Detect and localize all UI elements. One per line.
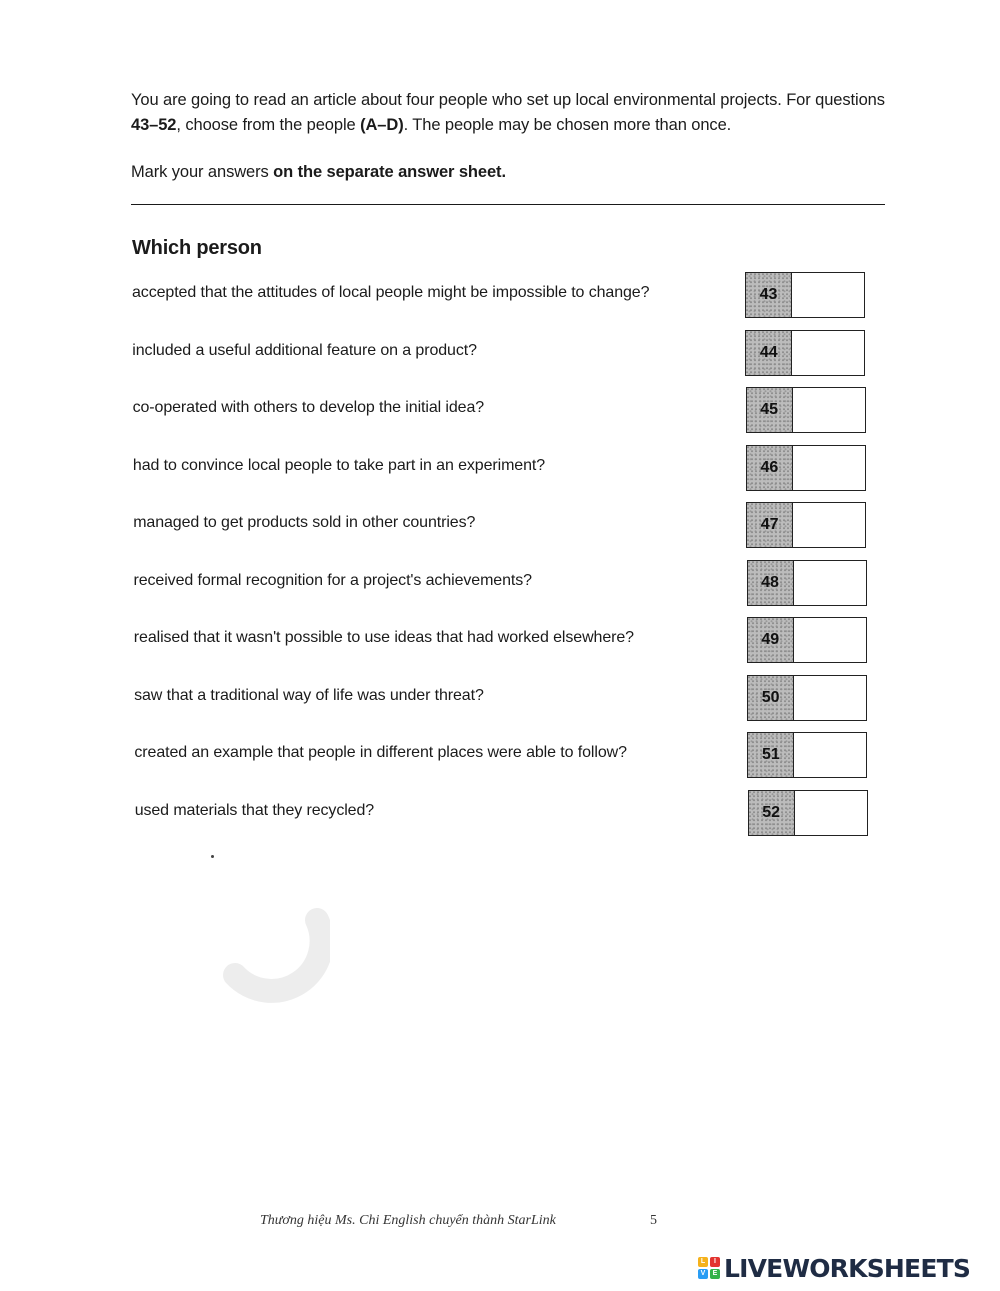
logo-letter: V — [698, 1269, 708, 1279]
liveworksheets-icon — [698, 1257, 720, 1279]
section-heading: Which person — [132, 237, 262, 259]
question-number: 51 — [748, 733, 794, 777]
question-row — [132, 272, 872, 318]
logo-text: LIVEWORKSHEETS — [724, 1253, 971, 1283]
question-text: realised that it wasn't possible to use ideas that had worked elsewhere? — [133, 629, 634, 646]
logo-letter: I — [710, 1257, 720, 1267]
answer-field[interactable] — [795, 791, 867, 835]
question-number: 44 — [746, 331, 792, 375]
question-row — [133, 445, 873, 491]
answer-field[interactable] — [794, 561, 866, 605]
answer-box — [746, 445, 866, 491]
question-row — [135, 790, 875, 836]
question-row — [133, 387, 873, 433]
answer-field[interactable] — [794, 733, 866, 777]
question-row — [132, 330, 872, 376]
answer-field[interactable] — [794, 618, 866, 662]
answer-box — [748, 790, 868, 836]
logo-letter: E — [710, 1269, 720, 1279]
question-row — [134, 617, 874, 663]
question-text: included a useful additional feature on a product? — [132, 341, 477, 359]
question-text: received formal recognition for a project's achievements? — [133, 571, 532, 589]
question-text: created an example that people in different places were able to follow? — [134, 744, 627, 761]
stray-mark — [211, 855, 214, 858]
answer-field[interactable] — [793, 446, 865, 490]
answer-box — [747, 732, 867, 778]
answer-field[interactable] — [792, 273, 864, 317]
answer-field[interactable] — [793, 503, 865, 547]
question-text: saw that a traditional way of life was under threat? — [134, 686, 484, 704]
page-number: 5 — [650, 1213, 657, 1228]
divider — [131, 204, 885, 205]
question-number: 46 — [747, 446, 793, 490]
question-text: had to convince local people to take part in an experiment? — [132, 456, 546, 474]
answer-box — [747, 675, 867, 721]
answer-box — [747, 560, 867, 606]
answer-box — [745, 272, 865, 318]
question-row — [133, 502, 873, 548]
question-number: 49 — [748, 618, 794, 662]
question-number: 47 — [747, 503, 793, 547]
answer-field[interactable] — [793, 388, 865, 432]
question-row — [134, 732, 874, 778]
question-row — [134, 560, 874, 606]
question-number: 50 — [748, 676, 794, 720]
logo-letter: L — [698, 1257, 708, 1267]
answer-field[interactable] — [794, 676, 866, 720]
question-number: 48 — [748, 561, 794, 605]
liveworksheets-logo[interactable] — [698, 1253, 970, 1283]
question-number: 45 — [747, 388, 793, 432]
question-number: 52 — [749, 791, 795, 835]
answer-box — [746, 502, 866, 548]
answer-sheet-note: Mark your answers on the separate answer sheet. — [131, 163, 506, 181]
question-text: accepted that the attitudes of local people might be impossible to change? — [132, 284, 650, 301]
question-text: managed to get products sold in other countries? — [133, 514, 476, 531]
question-text: used materials that they recycled? — [134, 801, 375, 819]
question-text: co-operated with others to develop the initial idea? — [132, 399, 485, 416]
instructions — [131, 88, 891, 185]
question-number: 43 — [746, 273, 792, 317]
answer-field[interactable] — [792, 331, 864, 375]
instructions-paragraph: You are going to read an article about four people who set up local environmental projects. For questions 43–52, choose from the people (A–D). The people may be chosen more than once. — [131, 91, 885, 134]
question-range: 43–52 — [131, 116, 177, 134]
footer-text: Thương hiệu Ms. Chi English chuyển thành StarLink — [260, 1213, 556, 1228]
people-range: (A–D) — [360, 116, 404, 134]
answer-box — [746, 387, 866, 433]
question-row — [134, 675, 874, 721]
watermark-arc — [200, 900, 330, 1005]
answer-box — [747, 617, 867, 663]
answer-box — [745, 330, 865, 376]
